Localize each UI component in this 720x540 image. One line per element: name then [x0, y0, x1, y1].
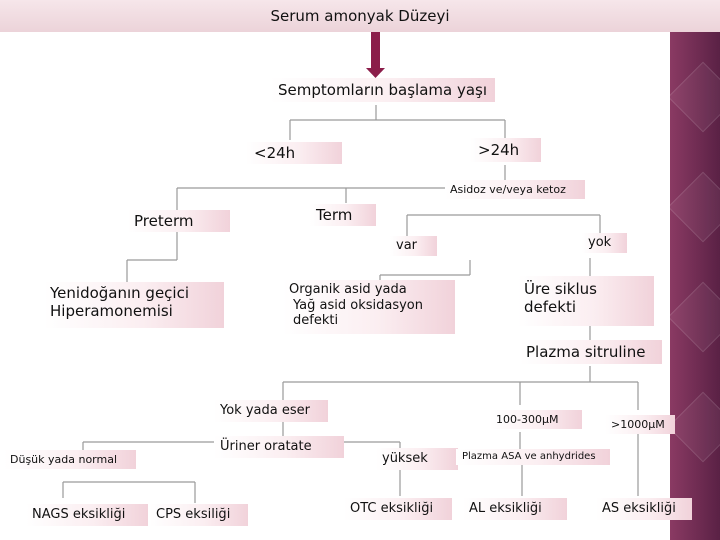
plasma-asa-node	[456, 449, 610, 465]
range-100-300-label: 100-300µM	[496, 413, 559, 426]
acidosis-present-node	[390, 236, 437, 256]
preterm-label: Preterm	[134, 212, 194, 230]
over-24h-label: >24h	[478, 141, 520, 159]
preterm-node	[128, 210, 230, 232]
title-text: Serum amonyak Düzeyi	[270, 7, 450, 25]
organic-line-1: Organik asid yada	[289, 282, 407, 297]
high-node	[376, 448, 458, 470]
acidosis-label: Asidoz ve/veya ketoz	[450, 183, 566, 196]
acidosis-absent-node	[582, 233, 627, 253]
nags-deficiency-label: NAGS eksikliği	[32, 507, 126, 522]
cps-deficiency-node	[150, 504, 248, 526]
transient-line-1: Yenidoğanın geçici	[50, 284, 190, 302]
absent-trace-node	[214, 400, 328, 422]
otc-deficiency-label: OTC eksikliği	[350, 501, 434, 516]
as-deficiency-node	[596, 498, 692, 520]
under-24h-node	[246, 142, 342, 164]
range-100-300-node	[490, 410, 582, 429]
acidosis-node	[445, 180, 585, 199]
plasma-citrulline-node	[520, 340, 662, 364]
nags-deficiency-node	[26, 504, 148, 526]
absent-trace-label: Yok yada eser	[220, 403, 310, 418]
otc-deficiency-node	[344, 498, 452, 520]
onset-age-label: Semptomların başlama yaşı	[278, 81, 488, 99]
low-normal-node	[4, 450, 136, 469]
urea-line-2: defekti	[524, 298, 576, 316]
acidosis-present-label: var	[396, 238, 418, 253]
urea-line-1: Üre siklus	[524, 280, 597, 298]
al-deficiency-node	[463, 498, 567, 520]
term-node	[310, 204, 376, 226]
onset-age-node	[270, 78, 495, 102]
under-24h-label: <24h	[254, 144, 296, 162]
over-24h-node	[470, 138, 541, 162]
organic-line-3: defekti	[293, 313, 339, 329]
term-label: Term	[316, 206, 353, 224]
transient-line-2: Hiperamonemisi	[50, 302, 173, 320]
organic-acid-node	[283, 280, 455, 334]
urea-cycle-node	[518, 276, 654, 326]
low-normal-label: Düşük yada normal	[10, 453, 118, 466]
plasma-citrulline-label: Plazma sitruline	[526, 343, 646, 361]
transient-hyperammonemia-node	[44, 282, 224, 328]
urinary-orotate-label: Üriner oratate	[220, 439, 312, 454]
high-label: yüksek	[382, 451, 428, 466]
range-over-1000-node	[605, 415, 675, 434]
as-deficiency-label: AS eksikliği	[602, 501, 676, 516]
acidosis-absent-label: yok	[588, 235, 612, 250]
cps-deficiency-label: CPS eksiliği	[156, 507, 231, 522]
plasma-asa-label: Plazma ASA ve anhydrides	[462, 451, 596, 462]
urinary-orotate-node	[214, 436, 344, 458]
range-over-1000-label: >1000µM	[611, 418, 665, 431]
al-deficiency-label: AL eksikliği	[469, 501, 542, 516]
organic-line-2: Yağ asid oksidasyon	[293, 297, 423, 313]
